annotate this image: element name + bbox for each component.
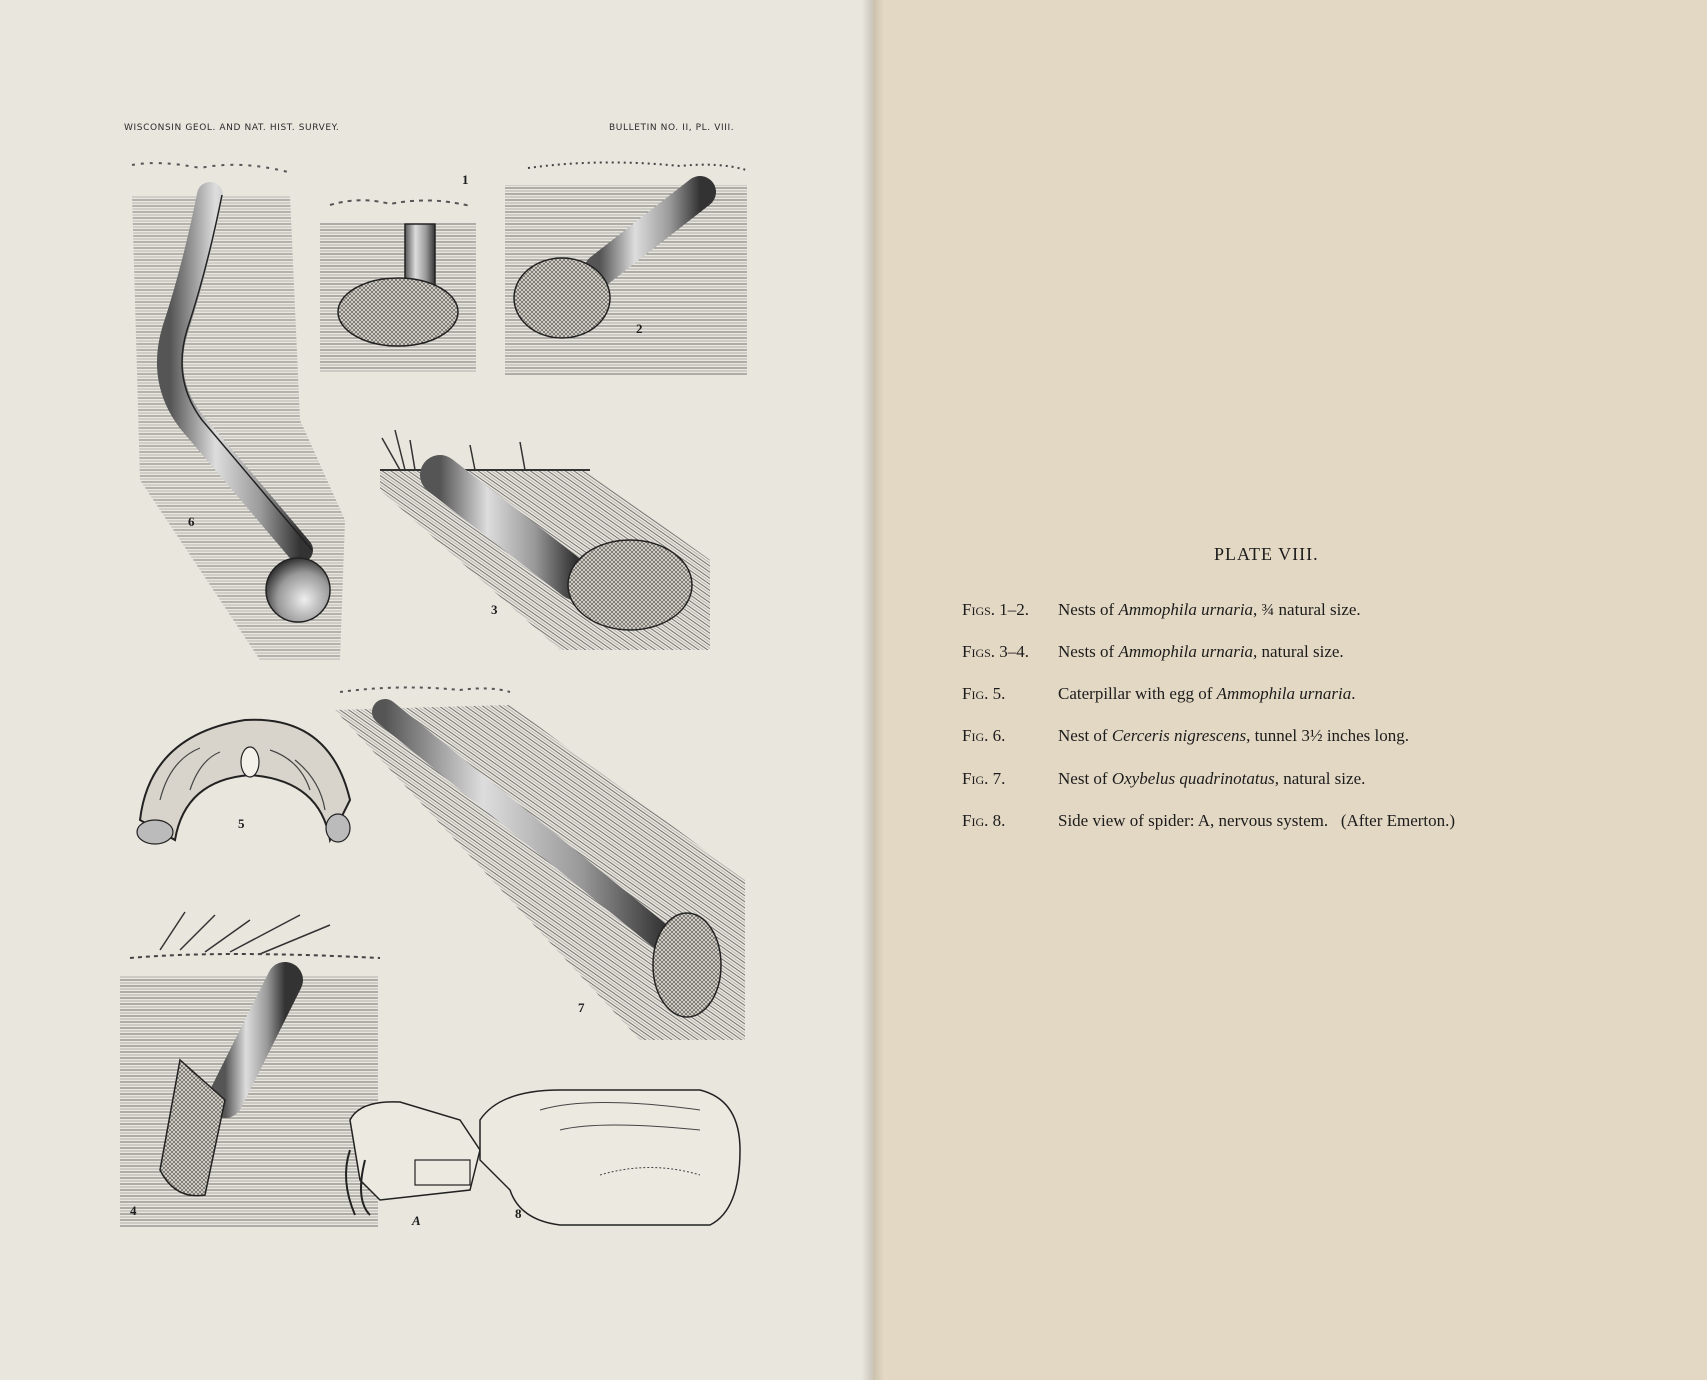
plate-title: PLATE VIII. (1214, 544, 1319, 564)
figure-label-1: 1 (462, 172, 469, 187)
figure-6-drawing (132, 163, 345, 660)
figure-7-drawing (335, 687, 745, 1040)
figure-label-8: 8 (515, 1206, 522, 1221)
figure-label-7: 7 (578, 1000, 585, 1015)
caption-fig-5: Fig. 5. Caterpillar with egg of Ammophila urnaria. (962, 684, 1356, 703)
running-header-right: BULLETIN NO. II, PL. VIII. (609, 123, 735, 133)
figure-8-drawing (346, 1090, 740, 1225)
figure-label-6: 6 (188, 514, 195, 529)
figure-label-2: 2 (636, 321, 643, 336)
caption-figs-1-2: Figs. 1–2. Nests of Ammophila urnaria, ¾ natural size. (962, 600, 1361, 619)
figure-label-4: 4 (130, 1203, 137, 1218)
figure-label-3: 3 (491, 602, 498, 617)
figure-1-drawing (320, 200, 476, 372)
running-header-left: WISCONSIN GEOL. AND NAT. HIST. SURVEY. (124, 123, 340, 133)
figure-2-drawing (505, 162, 747, 375)
caption-fig-7: Fig. 7. Nest of Oxybelus quadrinotatus, natural size. (962, 769, 1366, 788)
figure-4-drawing (120, 912, 380, 1227)
caption-fig-8: Fig. 8. Side view of spider: A, nervous system. (After Emerton.) (962, 811, 1456, 830)
figure-label-5: 5 (238, 816, 245, 831)
caption-fig-6: Fig. 6. Nest of Cerceris nigrescens, tunnel 3½ inches long. (962, 726, 1409, 745)
caption-figs-3-4: Figs. 3–4. Nests of Ammophila urnaria, natural size. (962, 642, 1344, 661)
figure-3-drawing (380, 430, 710, 650)
spider-label-a: A (412, 1213, 421, 1228)
